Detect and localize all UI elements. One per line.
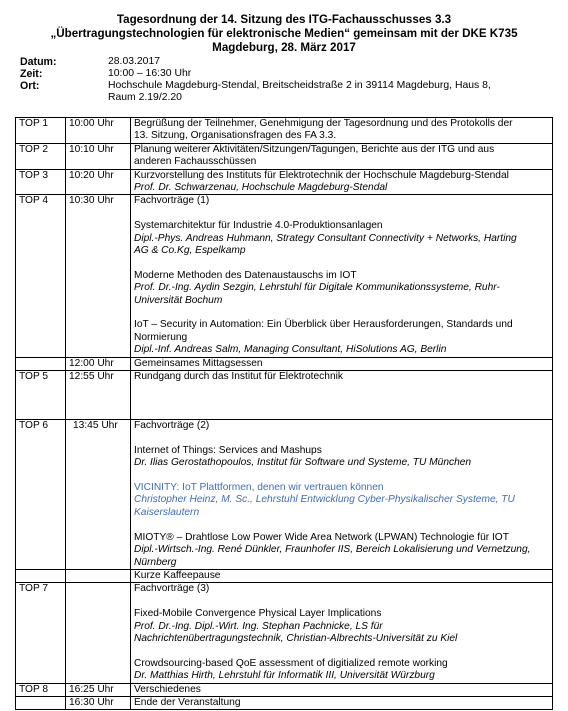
speaker-line: Kaiserslautern [134, 506, 200, 518]
agenda-row-top7 [16, 583, 553, 683]
document-title-line-2: „Übertragungstechnologien für elektronische Medien“ gemeinsam mit der DKE K735 [50, 27, 518, 40]
speaker-line: Prof. Dr. Schwarzenau, Hochschule Magdeburg-Stendal [134, 182, 388, 194]
description-line: Kurzvorstellung des Instituts für Elektrotechnik der Hochschule Magdeburg-Stendal [134, 169, 509, 181]
talk-title: VICINITY: IoT Plattformen, denen wir vertrauen können [134, 482, 384, 494]
agenda-table [15, 117, 553, 710]
talk-title: Crowdsourcing-based QoE assessment of digitialized remote working [134, 657, 448, 669]
time-cell-empty [66, 583, 131, 683]
top-number: TOP 5 [16, 371, 66, 420]
top-number: TOP 2 [16, 143, 66, 169]
spacer [134, 208, 550, 220]
description-cell [131, 169, 553, 195]
talk-title: IoT – Security in Automation: Ein Überblick über Herausforderungen, Standards und [134, 319, 513, 331]
talk-title: Normierung [134, 331, 188, 343]
time-cell: 10:00 Uhr [66, 118, 131, 144]
description-cell [131, 195, 553, 357]
description-cell: Verschiedenes [131, 683, 553, 696]
talk-title: Fixed-Mobile Convergence Physical Layer Implications [134, 608, 382, 620]
ort-value-line-1: Hochschule Magdeburg-Stendal, Breitscheidstraße 2 in 39114 Magdeburg, Haus 8, [108, 80, 491, 91]
time-cell: 12:00 Uhr [66, 357, 131, 370]
description-cell [131, 118, 553, 144]
time-cell: 10:20 Uhr [66, 169, 131, 195]
session-heading: Fachvorträge (1) [134, 195, 210, 207]
agenda-row-top3 [16, 169, 553, 195]
talk-title: MIOTY® – Drahtlose Low Power Wide Area Network (LPWAN) Technologie für IOT [134, 531, 509, 543]
speaker-line: Nürnberg [134, 556, 177, 568]
agenda-row-top1 [16, 118, 553, 144]
spacer [134, 307, 550, 319]
datum-value: 28.03.2017 [108, 56, 161, 67]
speaker-line: AG & Co.Kg, Espelkamp [134, 245, 246, 257]
time-cell: 16:30 Uhr [66, 696, 131, 709]
time-cell-empty [66, 569, 131, 582]
spacer [134, 257, 550, 269]
top-number: TOP 1 [16, 118, 66, 144]
talk-title: Internet of Things: Services and Mashups [134, 444, 322, 456]
description-cell: Kurze Kaffeepause [131, 569, 553, 582]
datum-label: Datum: [20, 56, 57, 68]
agenda-row-top8 [16, 683, 553, 696]
agenda-row-end [16, 696, 553, 709]
ort-value-line-2: Raum 2.19/2.20 [108, 92, 182, 103]
speaker-line: Dr. Ilias Gerostathopoulos, Institut für Software und Systeme, TU München [134, 457, 472, 469]
speaker-line: Dipl.-Inf. Andreas Salm, Managing Consultant, HiSolutions AG, Berlin [134, 344, 447, 356]
description-line: Begrüßung der Teilnehmer, Genehmigung der Tagesordnung und des Protokolls der [134, 118, 513, 129]
document-title-line-3: Magdeburg, 28. März 2017 [212, 41, 356, 54]
description-cell [131, 583, 553, 683]
agenda-row-break [16, 569, 553, 582]
agenda-row-top5 [16, 371, 553, 420]
talk-title: Systemarchitektur für Industrie 4.0-Produktionsanlagen [134, 220, 383, 232]
time-cell: 16:25 Uhr [66, 683, 131, 696]
speaker-line: Universität Bochum [134, 294, 223, 306]
description-line: 13. Sitzung, Organisationsfragen des FA 3.3. [134, 130, 337, 142]
speaker-line: Christopher Heinz, M. Sc., Lehrstuhl Entwicklung Cyber-Physikalischer Systeme, TU [134, 494, 515, 506]
top-number-empty [16, 357, 66, 370]
session-heading: Fachvorträge (3) [134, 583, 210, 595]
agenda-row-top2 [16, 143, 553, 169]
time-cell: 10:10 Uhr [66, 143, 131, 169]
spacer [134, 596, 550, 608]
description-line: Planung weiterer Aktivitäten/Sitzungen/Tagungen, Berichte aus der ITG und aus [134, 143, 495, 155]
ort-label: Ort: [20, 80, 40, 92]
description-cell [131, 143, 553, 169]
top-number: TOP 4 [16, 195, 66, 357]
top-number: TOP 7 [16, 583, 66, 683]
top-number: TOP 6 [16, 420, 66, 570]
speaker-line: Prof. Dr.-Ing. Aydin Sezgin, Lehrstuhl für Digitale Kommunikationssysteme, Ruhr- [134, 282, 500, 294]
description-cell [131, 420, 553, 570]
spacer [134, 519, 550, 531]
speaker-line: Nachrichtenübertragungstechnik, Christian-Albrechts-Universität zu Kiel [134, 632, 458, 644]
spacer [134, 645, 550, 657]
zeit-value: 10:00 – 16:30 Uhr [108, 68, 192, 79]
speaker-line: Dipl.-Wirtsch.-Ing. René Dünkler, Fraunhofer IIS, Bereich Lokalisierung und Vernetzung, [134, 544, 531, 556]
top-number: TOP 8 [16, 683, 66, 696]
description-cell: Ende der Veranstaltung [131, 696, 553, 709]
top-number-empty [16, 696, 66, 709]
speaker-line: Dr. Matthias Hirth, Lehrstuhl für Informatik III, Universität Würzburg [134, 670, 435, 682]
description-line: anderen Fachausschüssen [134, 156, 257, 168]
description-cell: Gemeinsames Mittagsessen [131, 357, 553, 370]
time-cell: 10:30 Uhr [66, 195, 131, 357]
agenda-row-lunch [16, 357, 553, 370]
spacer [134, 432, 550, 444]
spacer [134, 470, 550, 482]
top-number: TOP 3 [16, 169, 66, 195]
talk-title: Moderne Methoden des Datenaustauschs im IOT [134, 269, 357, 281]
speaker-line: Prof. Dr.-Ing. Dipl.-Wirt. Ing. Stephan Pachnicke, LS für [134, 620, 383, 632]
document-title-line-1: Tagesordnung der 14. Sitzung des ITG-Fachausschusses 3.3 [116, 13, 452, 26]
session-heading: Fachvorträge (2) [134, 420, 210, 432]
zeit-label: Zeit: [20, 68, 43, 80]
time-cell: 13:45 Uhr [66, 420, 131, 570]
agenda-row-top4 [16, 195, 553, 357]
top-number-empty [16, 569, 66, 582]
speaker-line: Dipl.-Phys. Andreas Huhmann, Strategy Consultant Connectivity + Networks, Harting [134, 232, 517, 244]
agenda-row-top6 [16, 420, 553, 570]
time-cell: 12:55 Uhr [66, 371, 131, 420]
description-cell: Rundgang durch das Institut für Elektrotechnik [131, 371, 553, 420]
